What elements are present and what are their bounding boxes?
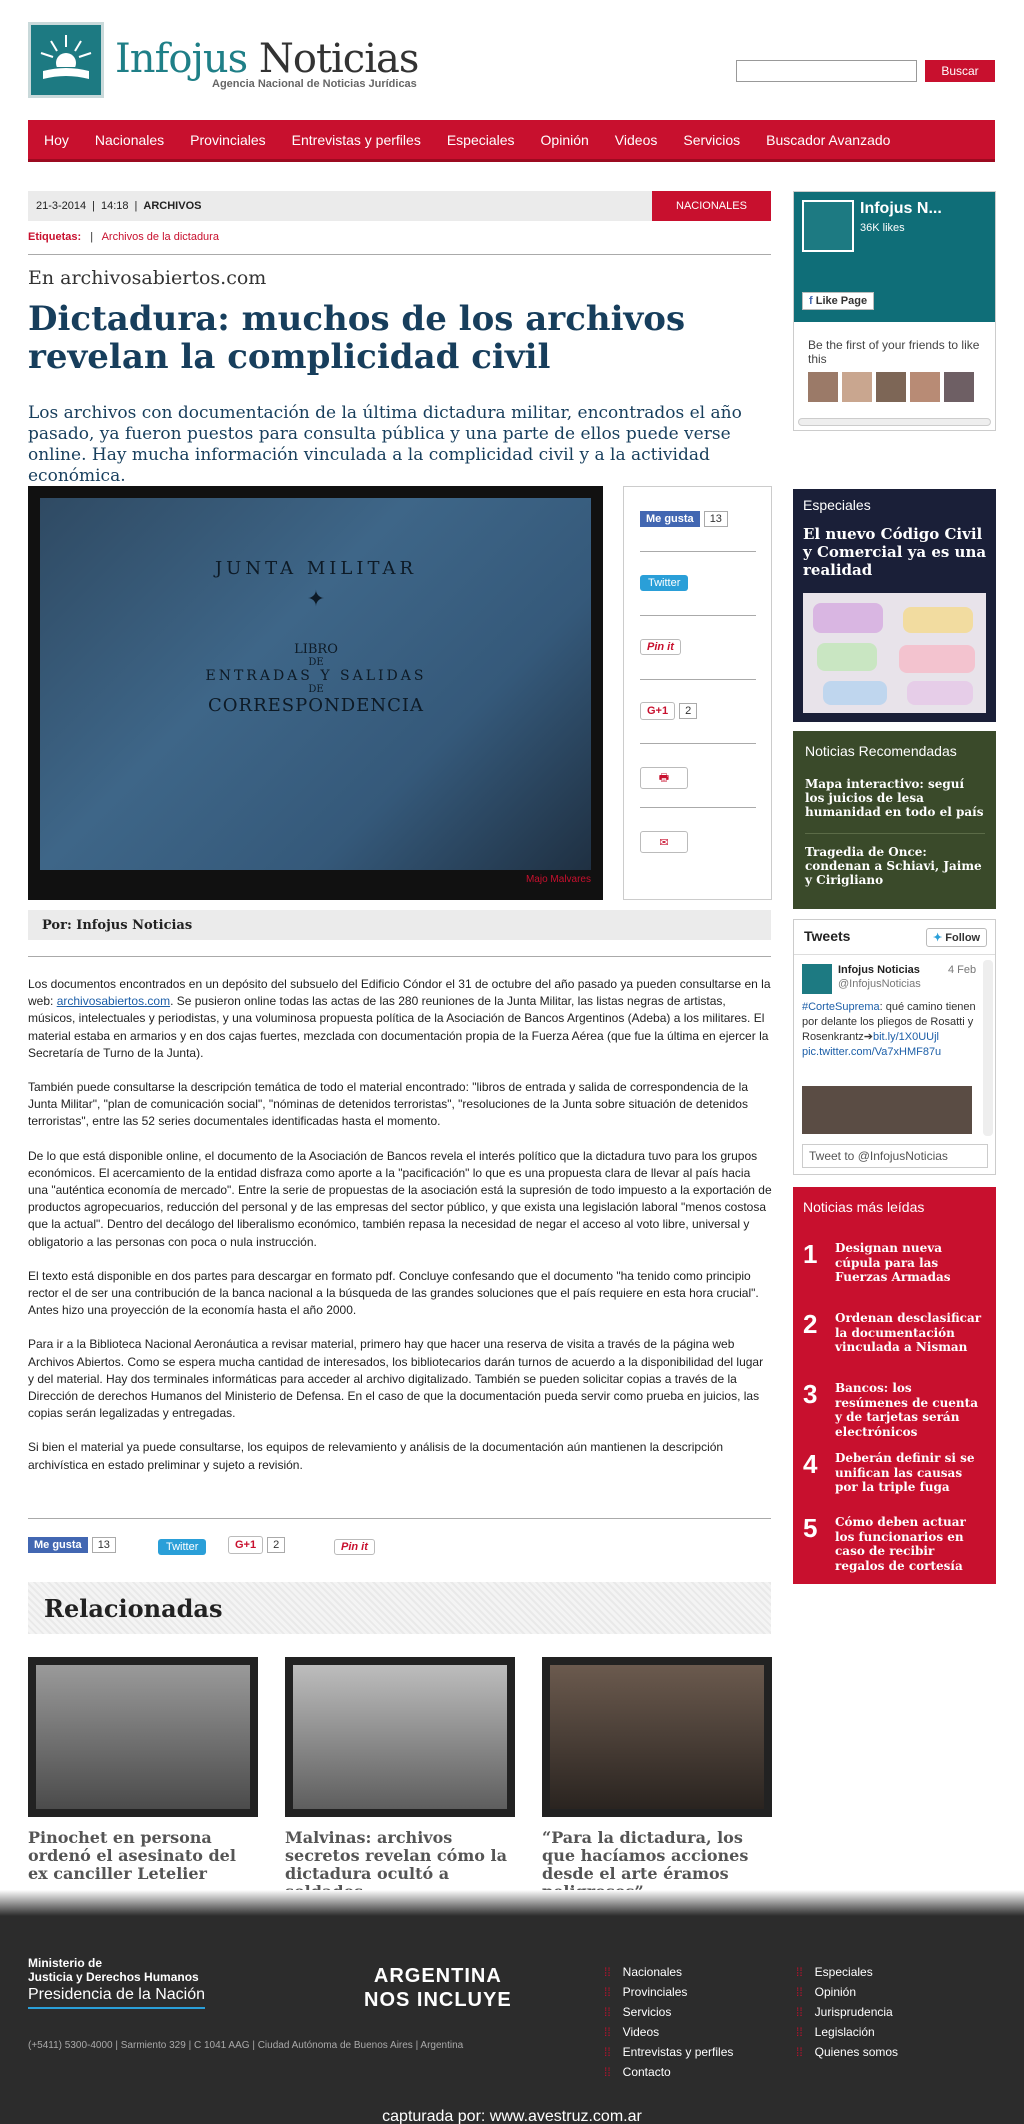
- especiales-title[interactable]: El nuevo Código Civil y Comercial ya es una realidad: [803, 525, 987, 579]
- gplus-button[interactable]: G+1: [640, 702, 675, 720]
- mas-leidas-box: [793, 1187, 996, 1584]
- related-card[interactable]: [542, 1657, 772, 1901]
- especiales-image[interactable]: [803, 593, 986, 713]
- related-image[interactable]: [285, 1657, 515, 1817]
- tweet-date[interactable]: 4 Feb: [948, 964, 977, 976]
- dots-icon: ⁞⁞: [796, 1985, 803, 1999]
- nav-servicios[interactable]: Servicios: [683, 131, 741, 148]
- nav-especiales[interactable]: Especiales: [446, 131, 515, 148]
- photo-line: JUNTA MILITAR: [214, 558, 418, 579]
- paragraph: También puede consultarse la descripción temática de todo el material encontrado: "libros de entrada y salida de correspondencia de la Junta Militar", "plan de comunicación social", "nóminas de detenidos terroristas", "resoluciones de la Junta sobre situación de detenidos terroristas", entre las 52 series documentales identificadas hasta el momento.: [28, 1080, 749, 1129]
- footer-link-label: Entrevistas y perfiles: [622, 2045, 734, 2059]
- footer: [0, 1916, 1024, 2124]
- tweet-to-input[interactable]: Tweet to @InfojusNoticias: [802, 1144, 988, 1168]
- footer-address: (+5411) 5300-4000 | Sarmiento 329 | C 1041 AAG | Ciudad Autónoma de Buenos Aires | Argentina: [28, 2040, 464, 2051]
- rank-number: 5: [803, 1513, 818, 1543]
- article-lead: Los archivos con documentación de la última dictadura militar, encontrados el año pasado, ya fueron puestos para consulta pública y una parte de ellos puede verse online. Hay mucha información vinculada a la complicidad civil y a la actividad económica.: [28, 403, 742, 486]
- logo-subtitle: Agencia Nacional de Noticias Jurídicas: [212, 78, 417, 90]
- footer-link[interactable]: [796, 2002, 898, 2022]
- mas-leida-title[interactable]: Ordenan desclasificar la documentación vinculada a Nisman: [835, 1311, 982, 1354]
- illustration-shape: [817, 643, 877, 671]
- related-caption[interactable]: Pinochet en persona ordenó el asesinato del ex canciller Letelier: [28, 1828, 236, 1883]
- ministerio-line: Ministerio de: [28, 1956, 103, 1970]
- ministerio-logo[interactable]: [28, 1956, 199, 1984]
- rank-number: 4: [803, 1449, 818, 1479]
- recomendadas-box: [793, 731, 996, 909]
- nav-videos[interactable]: Videos: [614, 131, 658, 148]
- related-caption[interactable]: “Para la dictadura, los que hacíamos acciones desde el arte éramos: [542, 1828, 749, 1883]
- fb-friends-text: Be the first of your friends to like this: [808, 338, 980, 366]
- dots-icon: ⁞⁞: [604, 2025, 611, 2039]
- rank-number: 3: [803, 1379, 818, 1409]
- fb-like-page-label: Like Page: [815, 295, 868, 307]
- fb-like-widget[interactable]: [640, 513, 728, 525]
- argentina-line: ARGENTINA: [373, 1965, 502, 1987]
- footer-link[interactable]: [796, 1982, 898, 2002]
- emblem-icon: ✦: [306, 587, 326, 612]
- fb-like-button[interactable]: Me gusta: [28, 1537, 88, 1553]
- rank-number: 1: [803, 1239, 818, 1269]
- tag-link[interactable]: Archivos de la dictadura: [101, 231, 219, 243]
- divider: [640, 679, 756, 680]
- tweet-photo[interactable]: [802, 1086, 972, 1134]
- footer-link-label: Especiales: [814, 1965, 873, 1979]
- mas-leida-title[interactable]: Deberán definir si se unifican las causas por la triple fuga: [835, 1451, 975, 1494]
- footer-link-label: Quienes somos: [814, 2045, 899, 2059]
- sun-book-icon: [31, 25, 101, 95]
- rank-number: 2: [803, 1309, 818, 1339]
- nav-opinion[interactable]: Opinión: [540, 131, 589, 148]
- article-meta-bar: 21-3-2014 | 14:18 | ARCHIVOS: [28, 191, 652, 221]
- divider: [28, 1518, 771, 1519]
- photo-line: CORRESPONDENCIA: [208, 695, 424, 716]
- recomendada-item[interactable]: Mapa interactivo: seguí los juicios de lesa humanidad en todo el país: [805, 777, 984, 819]
- tweets-title: Tweets: [804, 928, 851, 944]
- twitter-follow-button[interactable]: [926, 928, 987, 947]
- search-input[interactable]: [736, 60, 917, 82]
- page-title: Dictadura: muchos de los archivos revelan la complicidad civil: [28, 299, 686, 377]
- related-title: Relacionadas: [44, 1593, 223, 1623]
- dots-icon: ⁞⁞: [604, 2065, 611, 2079]
- footer-link-label: Contacto: [622, 2065, 671, 2079]
- fb-friend-avatar[interactable]: [910, 372, 940, 402]
- illustration-shape: [823, 681, 887, 705]
- divider: [640, 743, 756, 744]
- footer-link[interactable]: [604, 2022, 733, 2042]
- illustration-shape: [813, 603, 883, 633]
- photo-credit: Majo Malvares: [525, 874, 591, 885]
- footer-fade: [0, 1890, 1024, 1916]
- mas-leida-title[interactable]: Bancos: los resúmenes de cuenta y de tarjetas serán electrónicos: [835, 1381, 978, 1439]
- tweet-hashtag[interactable]: #CorteSuprema: [802, 1001, 880, 1013]
- capture-credit: capturada por: www.avestruz.com.ar: [382, 2108, 642, 2124]
- divider: [28, 254, 771, 255]
- fb-scrollbar[interactable]: [798, 418, 991, 426]
- dots-icon: ⁞⁞: [796, 2045, 803, 2059]
- bottom-share-bar: [28, 1539, 428, 1561]
- gplus-widget-bottom[interactable]: [228, 1539, 285, 1551]
- fb-like-page-button[interactable]: [802, 292, 874, 310]
- fb-friend-avatar[interactable]: [944, 372, 974, 402]
- nav-entrevistas[interactable]: Entrevistas y perfiles: [291, 131, 421, 148]
- footer-link[interactable]: [604, 2062, 733, 2082]
- pin-it-button[interactable]: Pin it: [334, 1539, 375, 1555]
- article-time: 14:18: [101, 200, 129, 212]
- paragraph-text: Los documentos encontrados en un depósito del subsuelo del Edificio Cóndor el 31 de octubre del año pasado ya pueden consultarse en la web:: [28, 977, 771, 1009]
- dots-icon: ⁞⁞: [796, 2005, 803, 2019]
- tweet-pic-link[interactable]: pic.twitter.com/Va7xHMF87u: [802, 1046, 942, 1058]
- photo-line: LIBRO: [294, 642, 338, 657]
- dots-icon: ⁞⁞: [796, 2025, 803, 2039]
- logo-mark[interactable]: [28, 22, 104, 98]
- twitter-bird-icon: ✦: [933, 932, 943, 944]
- dots-icon: ⁞⁞: [796, 1965, 803, 1979]
- fb-like-widget-bottom[interactable]: [28, 1539, 116, 1551]
- paragraph: El texto está disponible en dos partes para descargar en formato pdf. Concluye confesando que el documento "ha tenido como principio rector el de ser una contribución de la banca nacional a la búsqueda de las grandes soluciones que el país requiere en esta hora crucial". Antes hizo una proyección de la economía hasta el año 2000.: [28, 1268, 759, 1318]
- footer-links-col1: [604, 1962, 733, 2082]
- divider: [640, 551, 756, 552]
- related-header: [28, 1582, 771, 1634]
- footer-link[interactable]: [604, 1982, 733, 2002]
- paragraph-text: . Se pusieron online todas las actas de las 280 reuniones de la Junta Militar, las listas negras de artistas, músicos, intelectuales y periodistas, y una voluminosa propuesta política de la Asociación de Bancos Argentinos (Adeba) a los militares. El material estaba en armarios y en dos cajas fuertes, mezclada con documentación propia de la Fuerza Aérea (que fue la última en ejercer la Secretaría de Turno de la Junta).: [28, 994, 769, 1060]
- twitter-widget: [793, 919, 996, 1175]
- nav-buscador-avanzado[interactable]: Buscador Avanzado: [766, 131, 891, 148]
- facebook-page-widget: [793, 191, 996, 431]
- especiales-box[interactable]: [793, 489, 996, 722]
- section-badge[interactable]: NACIONALES: [652, 191, 771, 221]
- pinterest-share[interactable]: [640, 641, 681, 653]
- footer-link-label: Provinciales: [622, 1985, 688, 1999]
- illustration-shape: [899, 645, 975, 673]
- main-nav: [28, 120, 995, 162]
- divider: [805, 833, 985, 834]
- article-kicker: En archivosabiertos.com: [28, 267, 267, 289]
- especiales-label: Especiales: [803, 497, 871, 513]
- mas-leida-title[interactable]: Cómo deben actuar los funcionarios en caso de recibir regalos de cortesía: [835, 1515, 966, 1573]
- article-date: 21-3-2014: [36, 200, 87, 212]
- related-caption[interactable]: Malvinas: archivos secretos revelan cómo la dictadura ocultó a: [285, 1828, 507, 1883]
- fb-friend-avatar[interactable]: [876, 372, 906, 402]
- gplus-count: 2: [267, 1537, 285, 1553]
- dots-icon: ⁞⁞: [604, 1985, 611, 1999]
- fb-cover-image[interactable]: [794, 192, 995, 322]
- tweet-link[interactable]: bit.ly/1X0UUjl: [872, 1031, 939, 1043]
- related-image[interactable]: [28, 1657, 258, 1817]
- gplus-count: 2: [679, 703, 697, 719]
- footer-link-label: Opinión: [814, 1985, 857, 1999]
- follow-label: Follow: [945, 932, 981, 944]
- paragraph: [28, 976, 772, 1062]
- tags-label: Etiquetas:: [28, 231, 82, 243]
- fb-friend-avatar[interactable]: [842, 372, 872, 402]
- tweet-avatar[interactable]: [802, 964, 832, 994]
- fb-page-avatar[interactable]: [802, 200, 854, 252]
- fb-like-count: 13: [92, 1537, 116, 1553]
- argentina-nos-incluye-logo[interactable]: [364, 1964, 512, 2012]
- photo-book-cover: [88, 558, 544, 716]
- email-share[interactable]: [640, 831, 688, 853]
- nav-provinciales[interactable]: Provinciales: [190, 131, 266, 148]
- dots-icon: ⁞⁞: [604, 2005, 611, 2019]
- divider: [794, 954, 995, 955]
- footer-link-label: Nacionales: [622, 1965, 683, 1979]
- tags-row: Etiquetas: | Archivos de la dictadura: [28, 231, 219, 243]
- ministerio-line: Justicia y Derechos Humanos: [28, 1970, 199, 1984]
- fb-like-count: 13: [704, 511, 728, 527]
- related-card[interactable]: [285, 1657, 515, 1901]
- presidencia-logo[interactable]: Presidencia de la Nación: [28, 1986, 205, 2009]
- search-button[interactable]: Buscar: [925, 60, 995, 82]
- article-photo[interactable]: [28, 486, 603, 900]
- footer-link[interactable]: [604, 2042, 733, 2062]
- footer-links-col2: [796, 1962, 898, 2062]
- tweet-handle[interactable]: @InfojusNoticias: [838, 978, 921, 990]
- divider: [28, 956, 771, 957]
- gplus-button[interactable]: G+1: [228, 1536, 263, 1554]
- tweets-scrollbar[interactable]: [983, 960, 993, 1136]
- footer-link[interactable]: [796, 1962, 898, 1982]
- paragraph: De lo que está disponible online, el documento de la Asociación de Bancos revela el interés político que la dictadura tuvo para los grupos económicos. El acercamiento de la entidad disfraza como aporte a la "pacificación" lo que es una propuesta clara de llevar al país hacia una "auténtica economía de mercado". Entre la serie de propuestas de la asociación está la supresión de todo impuesto a la exportación de productos agropecuarios, reducción del personal y de las empresas del sector público, y que exista una legislación laboral "menos costosa que la actual". Dentro del decálogo del liberalismo económico, también repasa la necesidad de negar el acceso al voto libre, universal y obligatorio a las personas con poca o nula instrucción.: [28, 1148, 772, 1249]
- fb-page-name[interactable]: Infojus N...: [860, 200, 942, 217]
- footer-link-label: Legislación: [814, 2025, 875, 2039]
- nav-nacionales[interactable]: Nacionales: [94, 131, 165, 148]
- footer-link[interactable]: [796, 2022, 898, 2042]
- mas-leidas-label: Noticias más leídas: [803, 1199, 925, 1215]
- tweet-body: : qué camino tienen por delante los pliegos de Rosatti y Rosenkrantz➔: [802, 1001, 976, 1043]
- share-column: [623, 486, 772, 900]
- fb-friend-avatar[interactable]: [808, 372, 838, 402]
- twitter-button[interactable]: Twitter: [158, 1539, 206, 1555]
- illustration-shape: [907, 681, 973, 705]
- related-card[interactable]: [28, 1657, 258, 1883]
- pin-it-button[interactable]: Pin it: [640, 639, 681, 655]
- fb-page-likes: 36K likes: [860, 222, 905, 234]
- archivos-link[interactable]: archivosabiertos.com: [56, 994, 171, 1009]
- paragraph: Si bien el material ya puede consultarse, los equipos de relevamiento y análisis de la documentación aún mantienen la descripción archivística en estado preliminar y sujeto a revisión.: [28, 1440, 724, 1472]
- fb-like-button[interactable]: Me gusta: [640, 511, 700, 527]
- photo-line: DE: [308, 684, 324, 695]
- tweet-text: [802, 1000, 977, 1060]
- footer-link[interactable]: [604, 1962, 733, 1982]
- footer-link-label: Servicios: [622, 2005, 672, 2019]
- footer-link-label: Jurisprudencia: [814, 2005, 893, 2019]
- argentina-line: NOS INCLUYE: [364, 1989, 512, 2011]
- photo-line: ENTRADAS Y SALIDAS: [205, 668, 427, 684]
- fb-icon: f: [809, 295, 813, 307]
- recomendada-item[interactable]: Tragedia de Once: condenan a Schiavi, Jaime y Cirigliano: [805, 845, 982, 887]
- paragraph: Para ir a la Biblioteca Nacional Aeronáutica a revisar material, primero hay que hacer una reserva de visita a través de la página web Archivos Abiertos. Como se espera mucha cantidad de interesados, los bibliotecarios darán turnos de acuerdo a la disponibilidad del lugar y del material. Hay dos terminales informáticas para acceder al archivo digitalizado. También se pueden solicitar copias a través de la Dirección de derechos Humanos del Ministerio de Defensa. En el caso de que la documentación pueda servir como prueba en juicios, las copias serán legalizadas y entregadas.: [28, 1337, 764, 1421]
- recomendadas-label: Noticias Recomendadas: [805, 743, 957, 759]
- illustration-shape: [903, 607, 973, 633]
- tweet-user[interactable]: Infojus Noticias: [838, 964, 920, 976]
- dots-icon: ⁞⁞: [604, 2045, 611, 2059]
- logo-word-1: Infojus: [115, 36, 248, 82]
- nav-hoy[interactable]: Hoy: [44, 131, 69, 148]
- footer-link-label: Videos: [622, 2025, 660, 2039]
- related-image[interactable]: [542, 1657, 772, 1817]
- footer-link[interactable]: [604, 2002, 733, 2022]
- gplus-share[interactable]: [640, 705, 697, 717]
- article-category[interactable]: ARCHIVOS: [143, 200, 202, 212]
- photo-image: [40, 498, 591, 870]
- site-logo[interactable]: [115, 36, 418, 82]
- byline: Por: Infojus Noticias: [28, 910, 771, 940]
- print-icon[interactable]: 🖶: [640, 767, 688, 789]
- divider: [640, 807, 756, 808]
- logo-word-2: Noticias: [258, 36, 419, 82]
- twitter-button[interactable]: Twitter: [640, 575, 688, 591]
- divider: [640, 615, 756, 616]
- twitter-share[interactable]: [640, 577, 688, 589]
- mas-leida-title[interactable]: Designan nueva cúpula para las Fuerzas Armadas: [835, 1241, 951, 1284]
- photo-line: DE: [308, 657, 324, 668]
- envelope-icon[interactable]: ✉: [640, 831, 688, 853]
- footer-link[interactable]: [796, 2042, 898, 2062]
- article-body: [28, 976, 772, 1491]
- print-share[interactable]: [640, 767, 688, 789]
- dots-icon: ⁞⁞: [604, 1965, 611, 1979]
